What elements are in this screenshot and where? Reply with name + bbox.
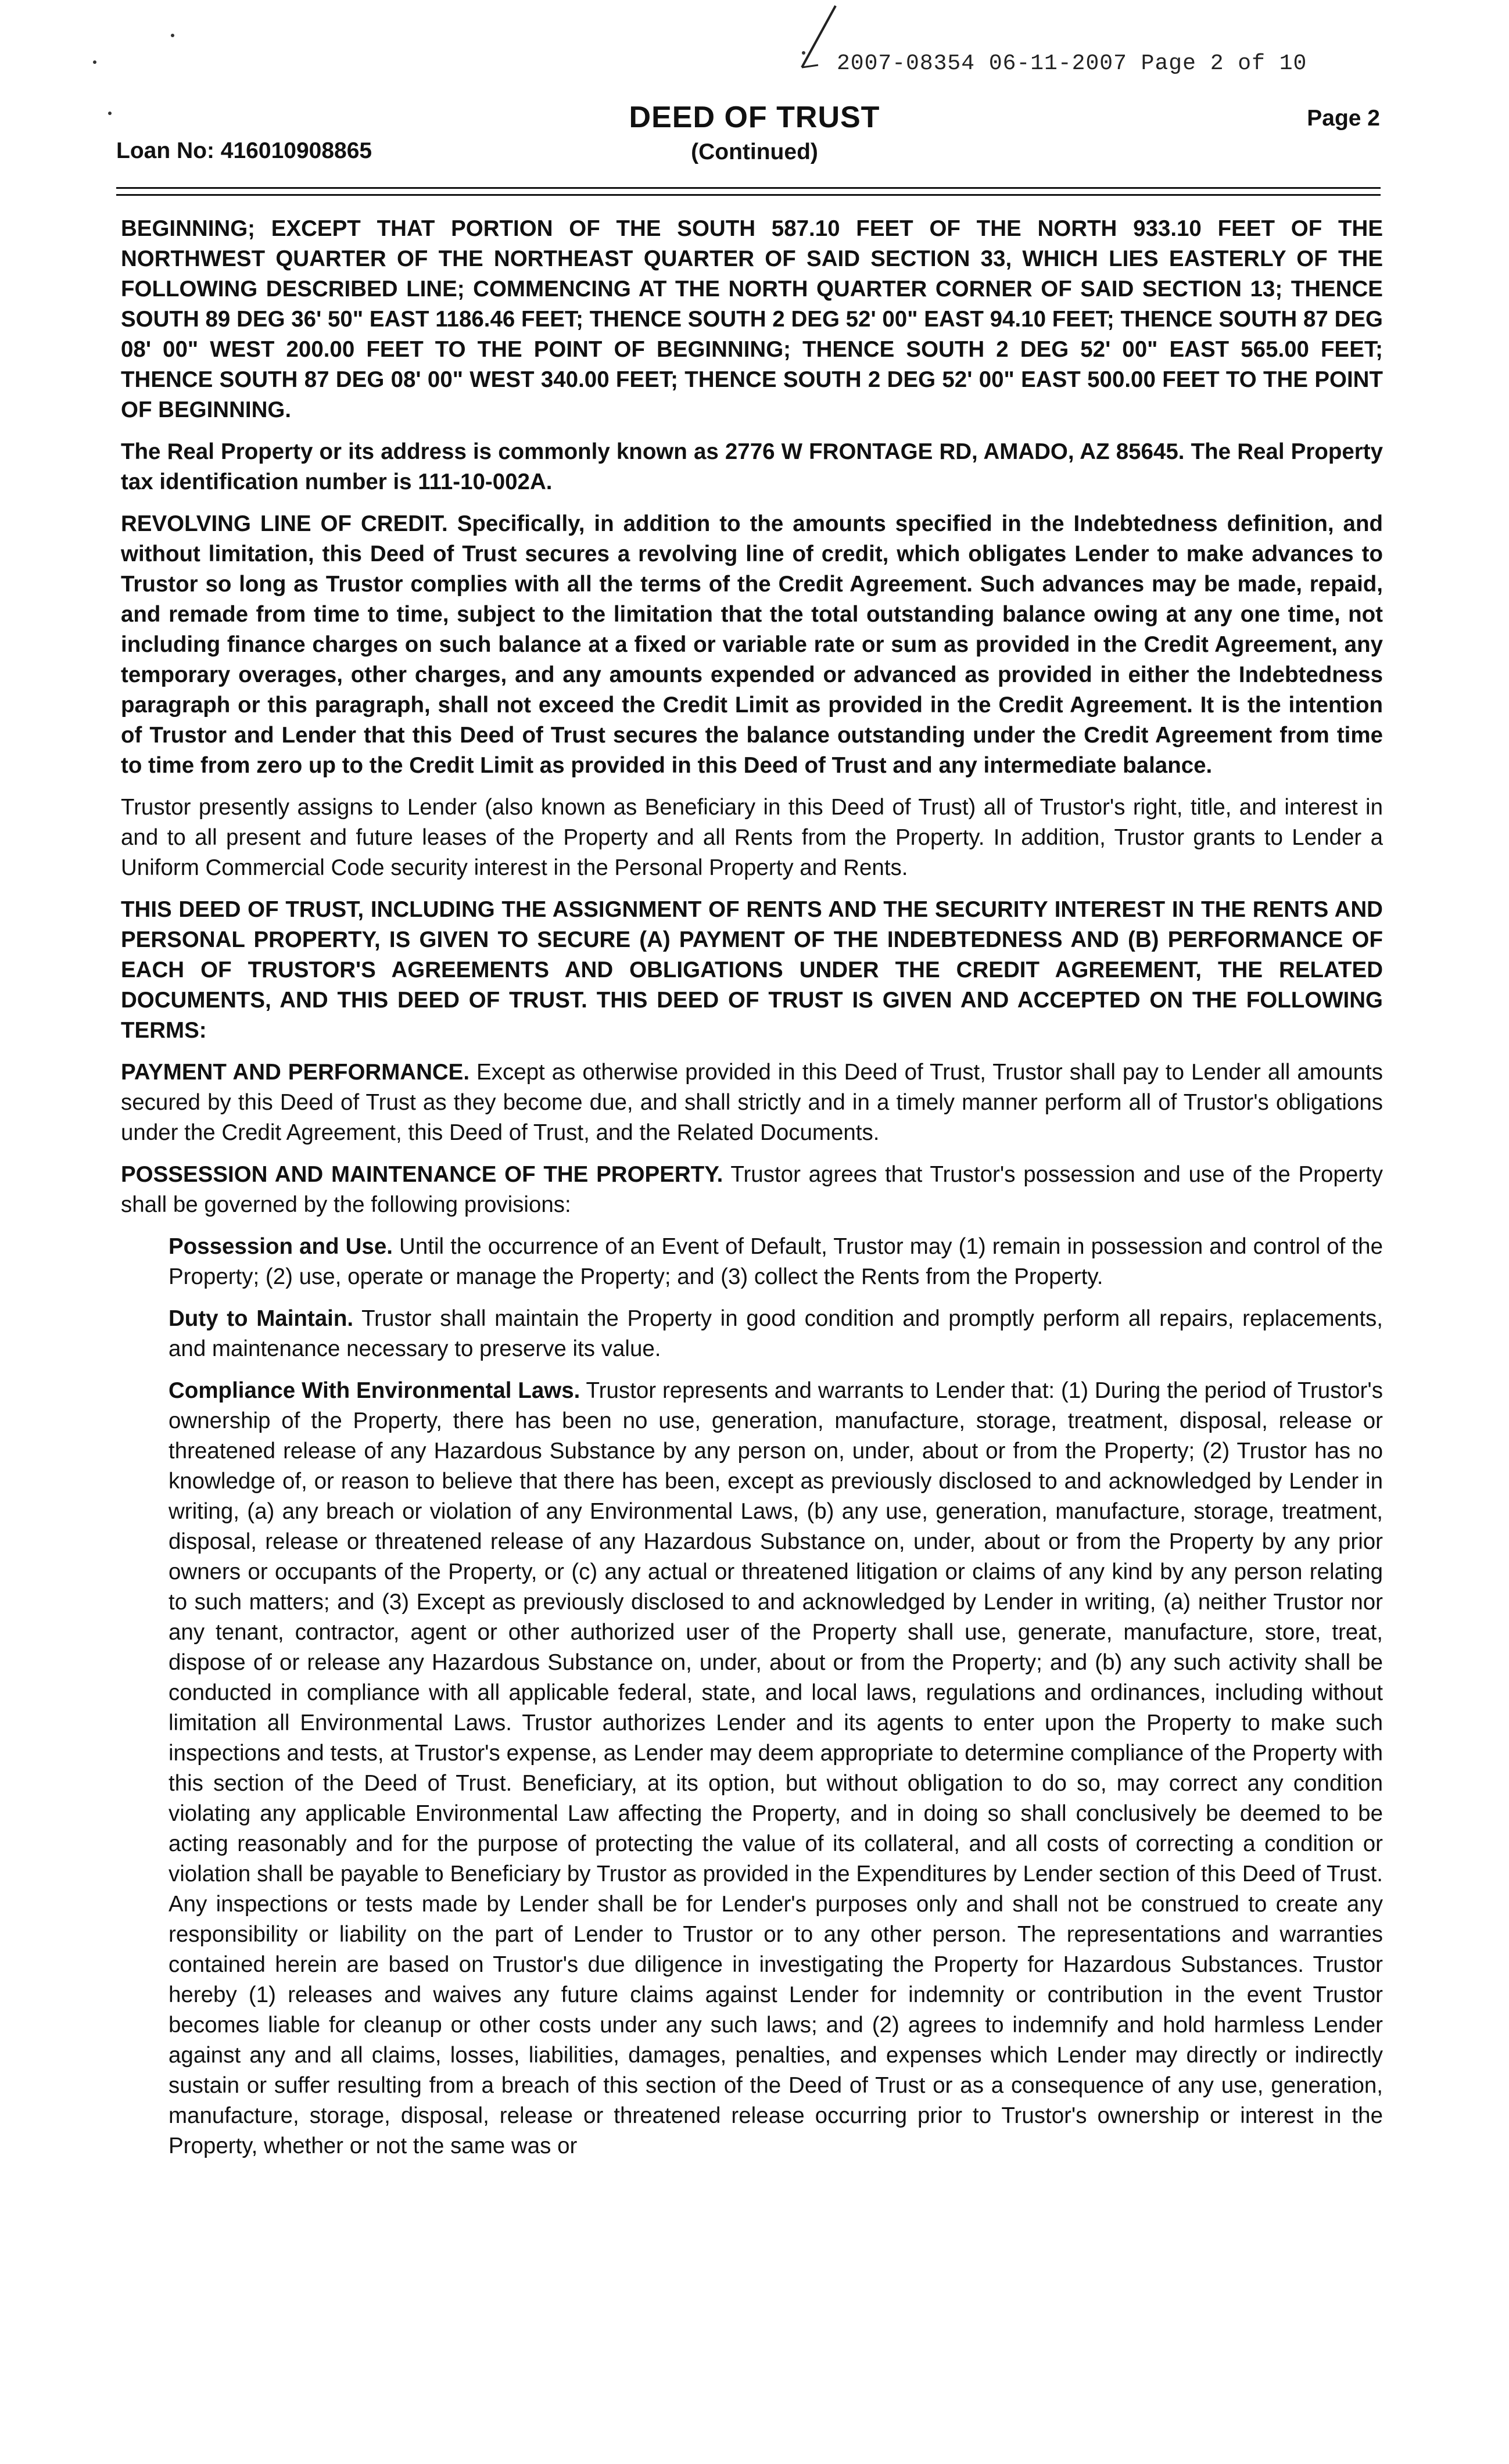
scan-speck xyxy=(171,34,174,37)
document-title: DEED OF TRUST xyxy=(629,101,880,134)
header-divider-bottom xyxy=(116,194,1381,196)
page-number: Page 2 xyxy=(1307,106,1380,131)
property-address: The Real Property or its address is commonly known as 2776 W FRONTAGE RD, AMADO, AZ 85645. The Real Property tax identification number is 111-10-002A. xyxy=(121,439,1383,494)
loan-number: Loan No: 416010908865 xyxy=(116,138,372,163)
security-statement: THIS DEED OF TRUST, INCLUDING THE ASSIGNMENT OF RENTS AND THE SECURITY INTEREST IN THE RENTS AND PERSONAL PROPERTY, IS GIVEN TO SECURE (A) PAYMENT OF THE INDEBTEDNESS AND (B) PERFORMANCE OF EACH OF TRUSTOR'S AGREEMENTS AND OBLIGATIONS UNDER THE CREDIT AGREEMENT, THE RELATED DOCUMENTS, AND THIS DEED OF TRUST. THIS DEED OF TRUST IS GIVEN AND ACCEPTED ON THE FOLLOWING TERMS: xyxy=(121,897,1383,1043)
header-divider-top xyxy=(116,187,1381,189)
scan-speck xyxy=(93,60,96,64)
document-body xyxy=(121,214,1383,2173)
subsection-body: Until the occurrence of an Event of Default, Trustor may (1) remain in possession and control of the Property; (2) use, operate or manage the Property; and (3) collect the Rents from the Property. xyxy=(169,1234,1383,1289)
assignment-paragraph: Trustor presently assigns to Lender (also known as Beneficiary in this Deed of Trust) all of Trustor's right, title, and interest in and to all present and future leases of the Property and all Rents from the Property. In addition, Trustor grants to Lender a Uniform Commercial Code security interest in the Personal Property and Rents. xyxy=(121,795,1383,880)
subsection-heading: Duty to Maintain. xyxy=(169,1306,354,1331)
recording-stamp: 2007-08354 06-11-2007 Page 2 of 10 xyxy=(837,51,1307,76)
section-body: Specifically, in addition to the amounts specified in the Indebtedness definition, and without limitation, this Deed of Trust secures a revolving line of credit, which obligates Lender to make advances to Trustor so long as Trustor complies with all the terms of the Credit Agreement. Such advances may be made, repaid, and remade from time to time, subject to the limitation that the total outstanding balance owing at any one time, not including finance charges on such balance at a fixed or variable rate or sum as provided in the Credit Agreement, any temporary overages, other charges, and any amounts expended or advanced as provided in either the Indebtedness paragraph or this paragraph, shall not exceed the Credit Limit as provided in the Credit Agreement. It is the intention of Trustor and Lender that this Deed of Trust secures the balance outstanding under the Credit Agreement from time to time from zero up to the Credit Limit as provided in this Deed of Trust and any intermediate balance. xyxy=(121,511,1383,778)
scan-speck xyxy=(802,51,805,55)
subsection-body: Trustor represents and warrants to Lender that: (1) During the period of Trustor's ownership of the Property, there has been no use, generation, manufacture, storage, treatment, disposal, release or threatened release of any Hazardous Substance by any person on, under, about or from the Property; (2) Trustor has no knowledge of, or reason to believe that there has been, except as previously disclosed to and acknowledged by Lender in writing, (a) any breach or violation of any Environmental Laws, (b) any use, generation, manufacture, storage, treatment, disposal, release or threatened release of any Hazardous Substance on, under, about or from the Property by any prior owners or occupants of the Property, or (c) any actual or threatened litigation or claims of any kind by any person relating to such matters; and (3) Except as previously disclosed to and acknowledged by Lender in writing, (a) neither Trustor nor any tenant, contractor, agent or other authorized user of the Property shall use, generate, manufacture, store, treat, dispose of or release any Hazardous Substance on, under, about or from the Property; and (b) any such activity shall be conducted in compliance with all applicable federal, state, and local laws, regulations and ordinances, including without limitation all Environmental Laws. Trustor authorizes Lender and its agents to enter upon the Property to make such inspections and tests, at Trustor's expense, as Lender may deem appropriate to determine compliance of the Property with this section of the Deed of Trust. Beneficiary, at its option, but without obligation to do so, may correct any condition violating any applicable Environmental Law affecting the Property, and in doing so shall conclusively be deemed to be acting reasonably and for the purpose of protecting the value of its collateral, and all costs of correcting a condition or violation shall be payable to Beneficiary by Trustor as provided in the Expenditures by Lender section of this Deed of Trust. Any inspections or tests made by Lender shall be for Lender's purposes only and shall not be construed to create any responsibility or liability on the part of Lender to Trustor or to any other person. The representations and warranties contained herein are based on Trustor's due diligence in investigating the Property for Hazardous Substances. Trustor hereby (1) releases and waives any future claims against Lender for indemnity or contribution in the event Trustor becomes liable for cleanup or other costs under any such laws; and (2) agrees to indemnify and hold harmless Lender against any and all claims, losses, liabilities, damages, penalties, and expenses which Lender may directly or indirectly sustain or suffer resulting from a breach of this section of the Deed of Trust or as a consequence of any use, generation, manufacture, storage, disposal, release or threatened release occurring prior to Trustor's ownership or interest in the Property, whether or not the same was or xyxy=(169,1378,1383,2158)
section-heading: PAYMENT AND PERFORMANCE. xyxy=(121,1060,470,1085)
payment-performance-section xyxy=(121,1057,1383,1148)
environmental-laws-subsection xyxy=(169,1376,1383,2161)
legal-description: BEGINNING; EXCEPT THAT PORTION OF THE SOUTH 587.10 FEET OF THE NORTH 933.10 FEET OF THE NORTHWEST QUARTER OF THE NORTHEAST QUARTER OF SAID SECTION 33, WHICH LIES EASTERLY OF THE FOLLOWING DESCRIBED LINE; COMMENCING AT THE NORTH QUARTER CORNER OF SAID SECTION 13; THENCE SOUTH 89 DEG 36' 50" EAST 1186.46 FEET; THENCE SOUTH 2 DEG 52' 00" EAST 94.10 FEET; THENCE SOUTH 87 DEG 08' 00" WEST 200.00 FEET TO THE POINT OF BEGINNING; THENCE SOUTH 2 DEG 52' 00" EAST 565.00 FEET; THENCE SOUTH 87 DEG 08' 00" WEST 340.00 FEET; THENCE SOUTH 2 DEG 52' 00" EAST 500.00 FEET TO THE POINT OF BEGINNING. xyxy=(121,216,1383,422)
subsection-heading: Possession and Use. xyxy=(169,1234,393,1259)
section-body: Except as otherwise provided in this Deed of Trust, Trustor shall pay to Lender all amounts secured by this Deed of Trust as they become due, and shall strictly and in a timely manner perform all of Trustor's obligations under the Credit Agreement, this Deed of Trust, and the Related Documents. xyxy=(121,1060,1383,1145)
section-heading: REVOLVING LINE OF CREDIT. xyxy=(121,511,448,536)
section-heading: POSSESSION AND MAINTENANCE OF THE PROPERTY. xyxy=(121,1162,723,1187)
section-body: Trustor agrees that Trustor's possession and use of the Property shall be governed by the following provisions: xyxy=(121,1162,1383,1217)
subsection-heading: Compliance With Environmental Laws. xyxy=(169,1378,580,1403)
revolving-line-of-credit-section xyxy=(121,509,1383,781)
duty-to-maintain-subsection xyxy=(169,1304,1383,1364)
possession-use-subsection xyxy=(169,1232,1383,1292)
subsection-body: Trustor shall maintain the Property in good condition and promptly perform all repairs, replacements, and maintenance necessary to preserve its value. xyxy=(169,1306,1383,1361)
recorder-slash-mark xyxy=(795,5,841,70)
possession-maintenance-section xyxy=(121,1160,1383,1220)
document-subtitle: (Continued) xyxy=(691,139,818,164)
